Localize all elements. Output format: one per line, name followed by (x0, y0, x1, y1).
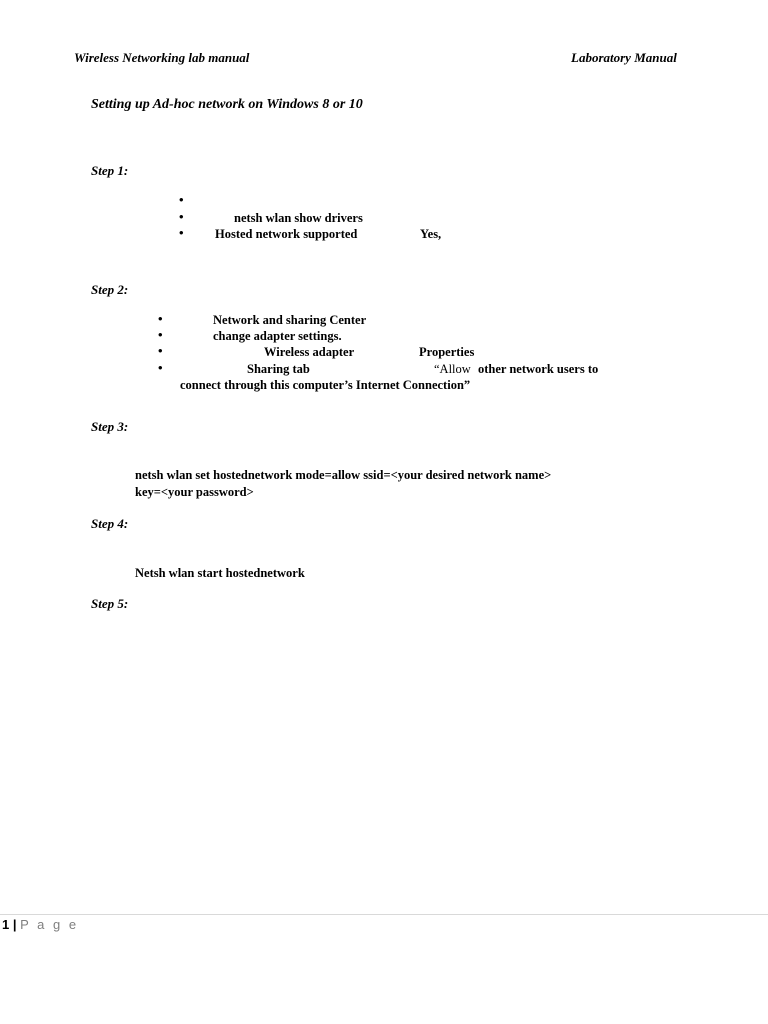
step2-adapter-settings: change adapter settings. (213, 329, 342, 343)
step1-label: Step 1: (91, 163, 129, 178)
footer-separator: | (12, 917, 17, 932)
step5-label: Step 5: (91, 596, 129, 611)
step2-sharing-tab: Sharing tab (247, 362, 310, 376)
bullet-icon: • (158, 311, 163, 326)
step2-allow-continuation: connect through this computer’s Internet Connection” (180, 378, 471, 392)
bullet-icon: • (158, 343, 163, 358)
step2-wireless-adapter: Wireless adapter (264, 345, 355, 359)
step2-allow-quote: “Allow (434, 362, 471, 376)
bullet-icon: • (158, 327, 163, 342)
step4-command: Netsh wlan start hostednetwork (135, 566, 305, 580)
page-footer (2, 917, 79, 932)
header-right-title: Laboratory Manual (571, 50, 677, 65)
bullet-icon: • (179, 192, 184, 207)
page-number: 1 (2, 917, 10, 932)
step3-command-line2: key=<your password> (135, 485, 254, 499)
page-title: Setting up Ad-hoc network on Windows 8 or 10 (91, 97, 363, 112)
page-word: P a g e (20, 917, 79, 932)
step1-yes: Yes, (420, 227, 442, 241)
header-left-title: Wireless Networking lab manual (74, 50, 250, 65)
footer-divider (0, 914, 768, 915)
step3-label: Step 3: (91, 419, 129, 434)
step2-properties: Properties (419, 345, 475, 359)
step3-command-line1: netsh wlan set hostednetwork mode=allow ssid=<your desired network name> (135, 468, 552, 482)
step4-label: Step 4: (91, 516, 129, 531)
bullet-icon: • (179, 225, 184, 240)
bullet-icon: • (179, 209, 184, 224)
step1-hosted-network: Hosted network supported (215, 227, 358, 241)
step2-network-center: Network and sharing Center (213, 313, 367, 327)
step1-command: netsh wlan show drivers (234, 211, 363, 225)
step2-label: Step 2: (91, 282, 129, 297)
step2-allow-text: other network users to (478, 362, 599, 376)
bullet-icon: • (158, 360, 163, 375)
